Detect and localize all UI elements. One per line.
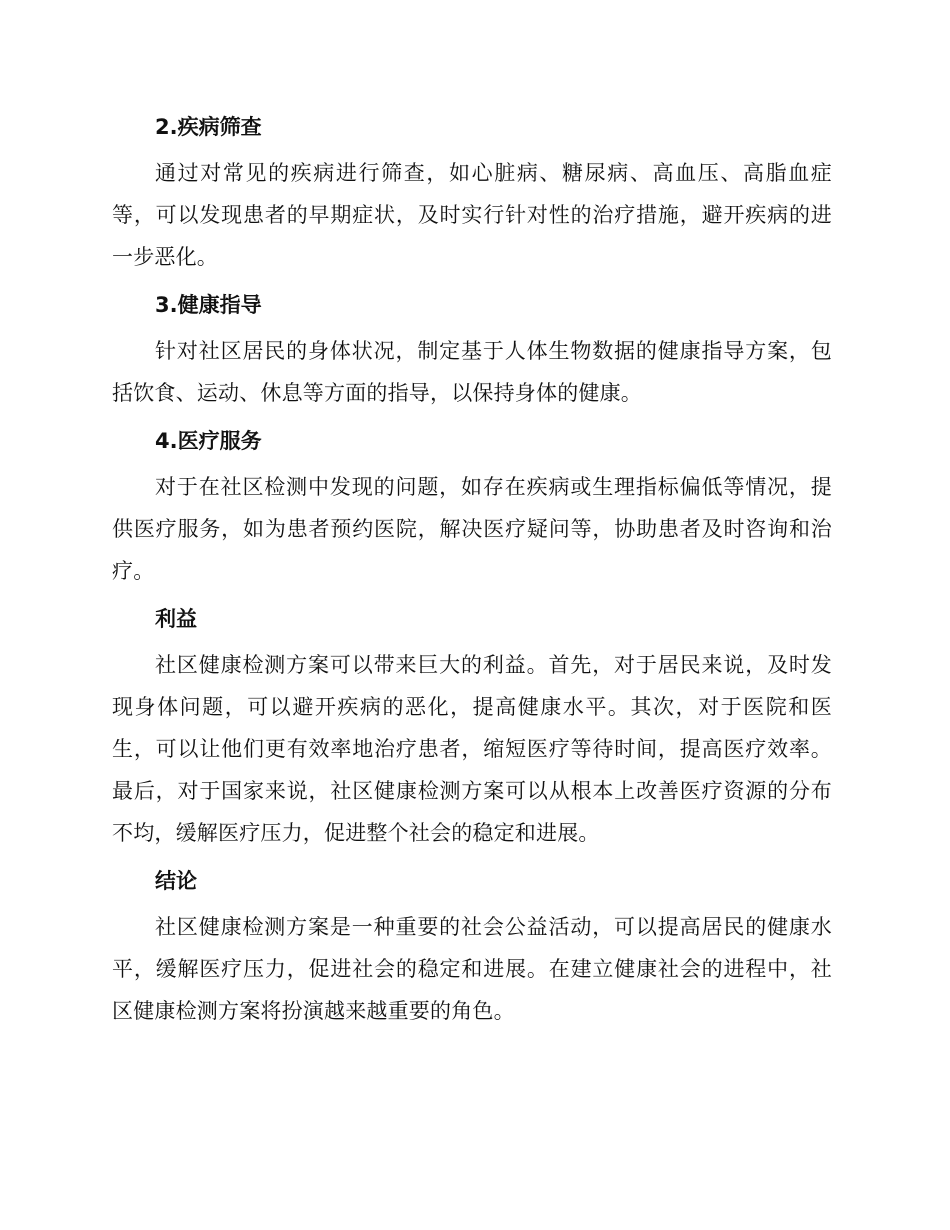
section-heading-conclusion: 结论 bbox=[155, 869, 197, 893]
section-heading-health-guidance: 3.健康指导 bbox=[155, 293, 262, 317]
document-page bbox=[112, 108, 832, 1040]
section-heading-benefits: 利益 bbox=[155, 607, 197, 631]
section-body-health-guidance: 针对社区居民的身体状况，制定基于人体生物数据的健康指导方案，包括饮食、运动、休息等方面的指导，以保持身体的健康。 bbox=[112, 339, 832, 405]
section-heading-disease-screening: 2.疾病筛查 bbox=[155, 115, 262, 139]
section-body-benefits: 社区健康检测方案可以带来巨大的利益。首先，对于居民来说，及时发现身体问题，可以避开疾病的恶化，提高健康水平。其次，对于医院和医生，可以让他们更有效率地治疗患者，缩短医疗等待时间，提高医疗效率。最后，对于国家来说，社区健康检测方案可以从根本上改善医疗资源的分布不均，缓解医疗压力，促进整个社会的稳定和进展。 bbox=[112, 653, 832, 845]
section-body-conclusion: 社区健康检测方案是一种重要的社会公益活动，可以提高居民的健康水平，缓解医疗压力，促进社会的稳定和进展。在建立健康社会的进程中，社区健康检测方案将扮演越来越重要的角色。 bbox=[112, 915, 832, 1023]
section-body-medical-services: 对于在社区检测中发现的问题，如存在疾病或生理指标偏低等情况，提供医疗服务，如为患者预约医院，解决医疗疑问等，协助患者及时咨询和治疗。 bbox=[112, 475, 832, 583]
section-heading-medical-services: 4.医疗服务 bbox=[155, 429, 262, 453]
section-body-disease-screening: 通过对常见的疾病进行筛查，如心脏病、糖尿病、高血压、高脂血症等，可以发现患者的早期症状，及时实行针对性的治疗措施，避开疾病的进一步恶化。 bbox=[112, 161, 832, 269]
